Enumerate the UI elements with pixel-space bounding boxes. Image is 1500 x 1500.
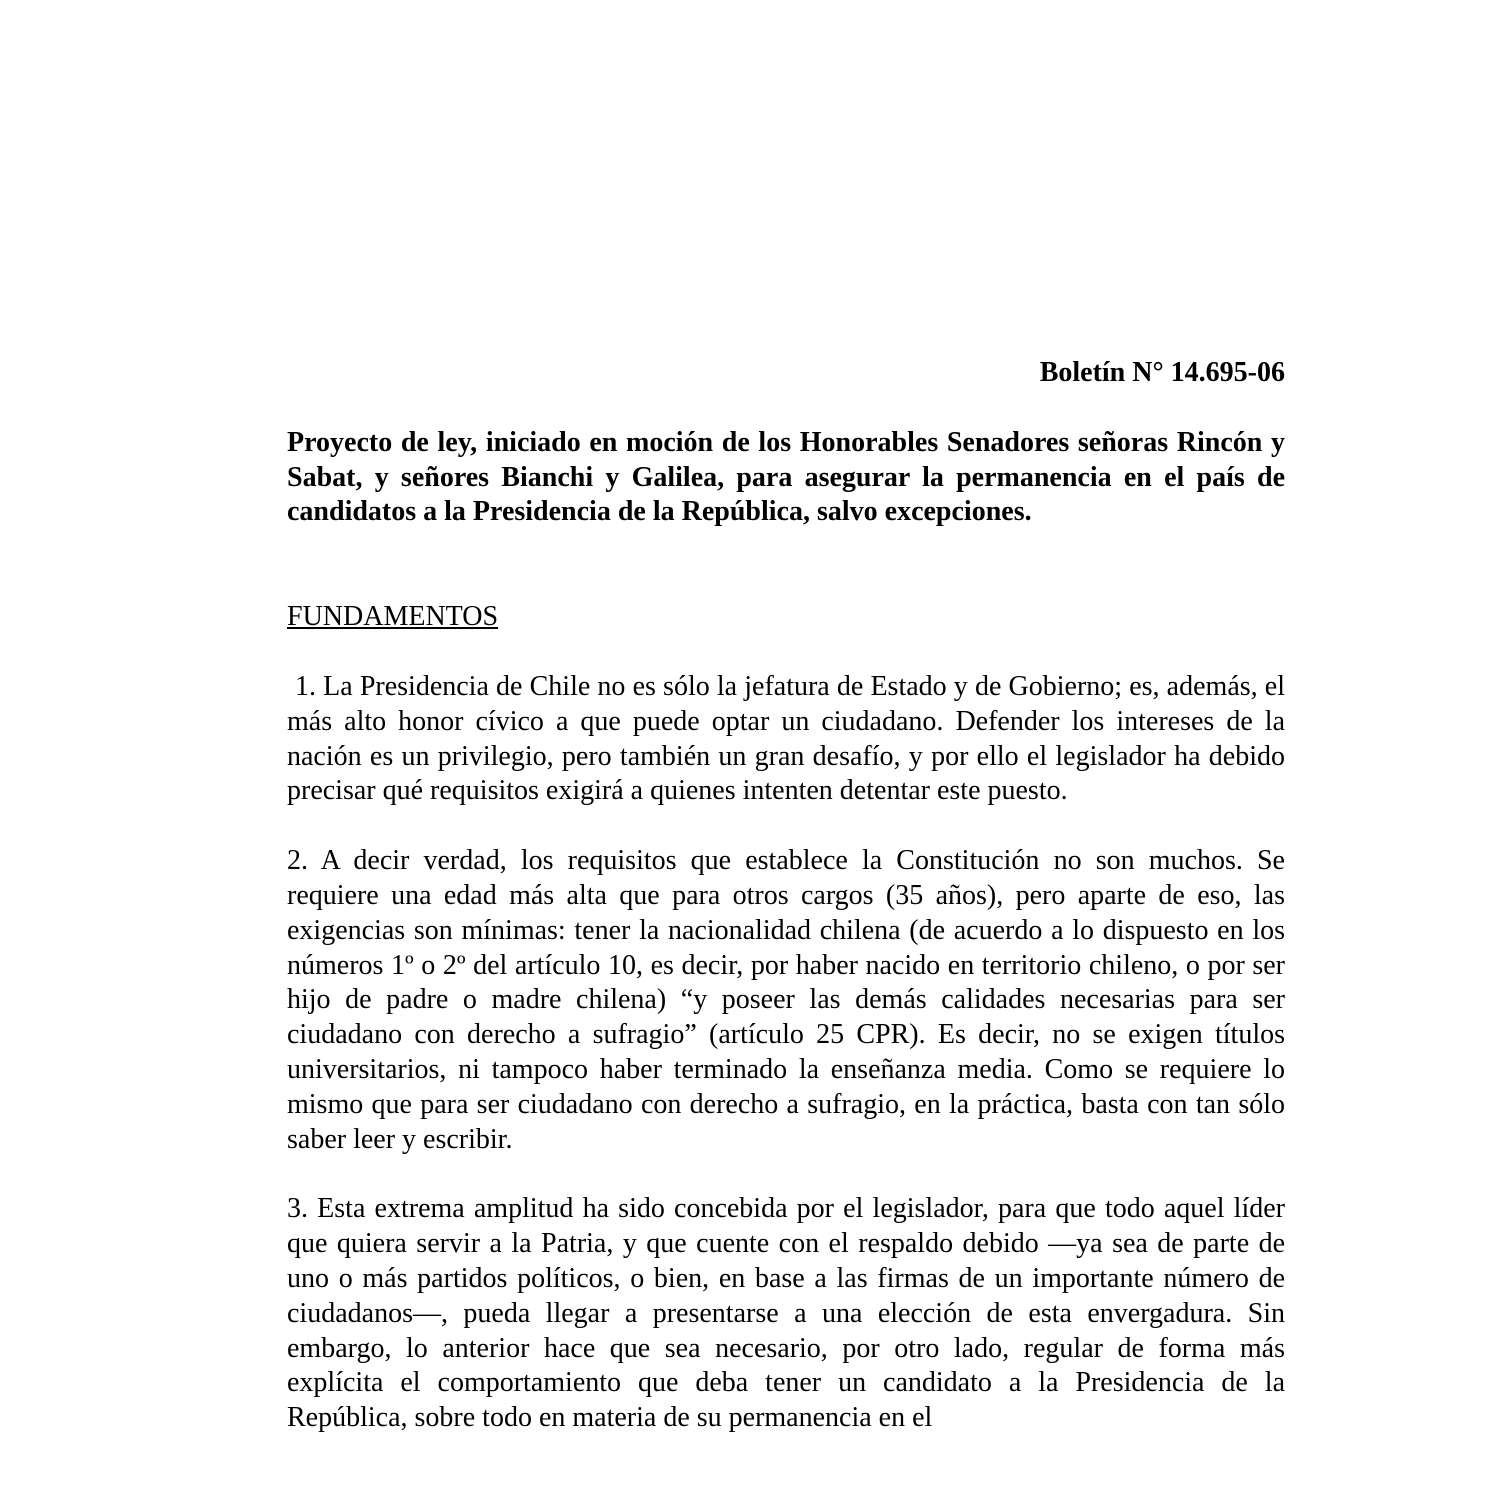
bill-title: Proyecto de ley, iniciado en moción de los Honorables Senadores señoras Rincón y Sabat, y señores Bianchi y Galilea, para asegurar la permanencia en el país de candidatos a la Presidencia de la República, salvo excepciones. bbox=[287, 426, 1285, 528]
bulletin-number: Boletín N° 14.695-06 bbox=[1039, 357, 1285, 388]
paragraph-3: 3. Esta extrema amplitud ha sido concebida por el legislador, para que todo aquel líder que quiera servir a la Patria, y que cuente con el respaldo debido —ya sea de parte de uno o más partidos políticos, o bien, en base a las firmas de un importante número de ciudadanos—, pueda llegar a presentarse a una elección de esta envergadura. Sin embargo, lo anterior hace que sea necesario, por otro lado, regular de forma más explícita el comportamiento que deba tener un candidato a la Presidencia de la República, sobre todo en materia de su permanencia en el bbox=[287, 1193, 1285, 1434]
paragraph-2: 2. A decir verdad, los requisitos que establece la Constitución no son muchos. Se requiere una edad más alta que para otros cargos (35 años), pero aparte de eso, las exigencias son mínimas: tener la nacionalidad chilena (de acuerdo a lo dispuesto en los números 1º o 2º del artículo 10, es decir, por haber nacido en territorio chileno, o por ser hijo de padre o madre chilena) “y poseer las demás calidades necesarias para ser ciudadano con derecho a sufragio” (artículo 25 CPR). Es decir, no se exigen títulos universitarios, ni tampoco haber terminado la enseñanza media. Como se requiere lo mismo que para ser ciudadano con derecho a sufragio, en la práctica, basta con tan sólo saber leer y escribir. bbox=[287, 845, 1285, 1155]
document-body bbox=[287, 356, 1285, 1436]
paragraph-1: 1. La Presidencia de Chile no es sólo la jefatura de Estado y de Gobierno; es, además, el más alto honor cívico a que puede optar un ciudadano. Defender los intereses de la nación es un privilegio, pero también un gran desafío, y por ello el legislador ha debido precisar qué requisitos exigirá a quienes intenten detentar este puesto. bbox=[287, 670, 1285, 807]
section-heading-fundamentos: FUNDAMENTOS bbox=[287, 601, 499, 633]
